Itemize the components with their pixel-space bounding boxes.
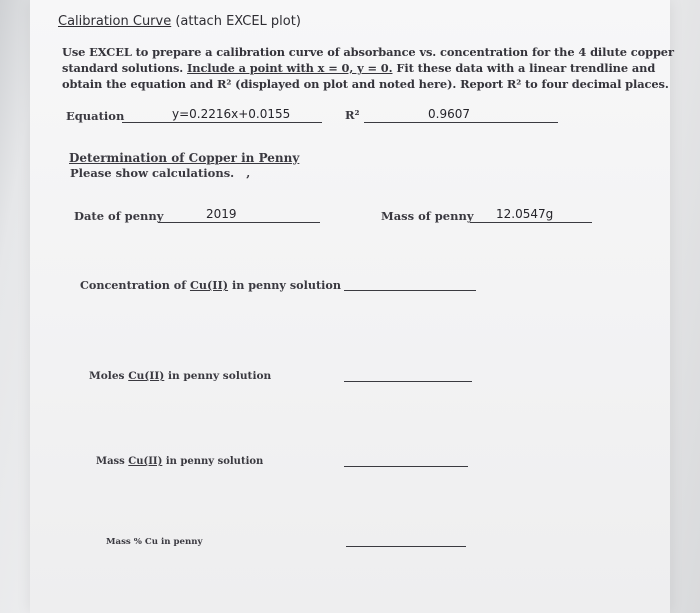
moles-label bbox=[89, 370, 271, 382]
moles-label-underlined: Cu(II) bbox=[128, 370, 165, 382]
mass-answer-line bbox=[470, 222, 592, 223]
date-answer-line bbox=[158, 222, 320, 223]
worksheet-page bbox=[30, 0, 670, 613]
concentration-label bbox=[80, 278, 341, 292]
concentration-label-post: in penny solution bbox=[228, 278, 341, 292]
equation-label: Equation bbox=[66, 109, 125, 123]
equation-value: y=0.2216x+0.0155 bbox=[172, 107, 291, 121]
concentration-answer-line bbox=[344, 290, 476, 291]
moles-answer-line bbox=[344, 381, 472, 382]
penny-section-heading-text: Determination of Copper in Penny bbox=[69, 151, 300, 165]
mass-cu-label-post: in penny solution bbox=[162, 456, 264, 467]
concentration-label-pre: Concentration of bbox=[80, 278, 190, 292]
mass-value: 12.0547g bbox=[496, 207, 554, 221]
equation-answer-line bbox=[122, 122, 322, 123]
mass-cu-label-pre: Mass bbox=[96, 456, 129, 467]
mass-cu-label-underlined: Cu(II) bbox=[128, 456, 163, 467]
moles-label-pre: Moles bbox=[89, 370, 129, 382]
instructions-line-2 bbox=[62, 61, 655, 75]
calculations-note-mark: , bbox=[246, 166, 251, 180]
date-value: 2019 bbox=[206, 207, 237, 221]
calibration-title-underlined: Calibration Curve bbox=[58, 14, 172, 29]
penny-section-heading bbox=[69, 151, 299, 165]
r-squared-label: R² bbox=[345, 108, 360, 122]
date-label: Date of penny bbox=[74, 209, 164, 223]
r-squared-value: 0.9607 bbox=[428, 107, 470, 121]
instructions-line-2-pre: standard solutions. bbox=[62, 61, 188, 75]
mass-cu-label bbox=[96, 456, 263, 467]
calculations-note-text: Please show calculations. bbox=[70, 166, 235, 180]
r-squared-answer-line bbox=[364, 122, 558, 123]
calibration-title-rest: (attach EXCEL plot) bbox=[171, 14, 301, 29]
mass-percent-answer-line bbox=[346, 546, 466, 547]
instructions-line-2-underlined: Include a point with x = 0, y = 0. bbox=[187, 61, 393, 75]
moles-label-post: in penny solution bbox=[164, 370, 272, 382]
calculations-note bbox=[70, 166, 250, 180]
instructions-line-3: obtain the equation and R² (displayed on plot and noted here). Report R² to four decimal places. bbox=[62, 77, 669, 91]
mass-cu-answer-line bbox=[344, 466, 468, 467]
mass-percent-label: Mass % Cu in penny bbox=[106, 537, 203, 547]
calibration-title bbox=[58, 14, 301, 29]
mass-label: Mass of penny bbox=[381, 209, 474, 223]
concentration-label-underlined: Cu(II) bbox=[189, 278, 229, 292]
instructions-line-2-post: Fit these data with a linear trendline and bbox=[392, 61, 656, 75]
instructions-line-1: Use EXCEL to prepare a calibration curve of absorbance vs. concentration for the 4 dilute copper bbox=[62, 45, 674, 59]
